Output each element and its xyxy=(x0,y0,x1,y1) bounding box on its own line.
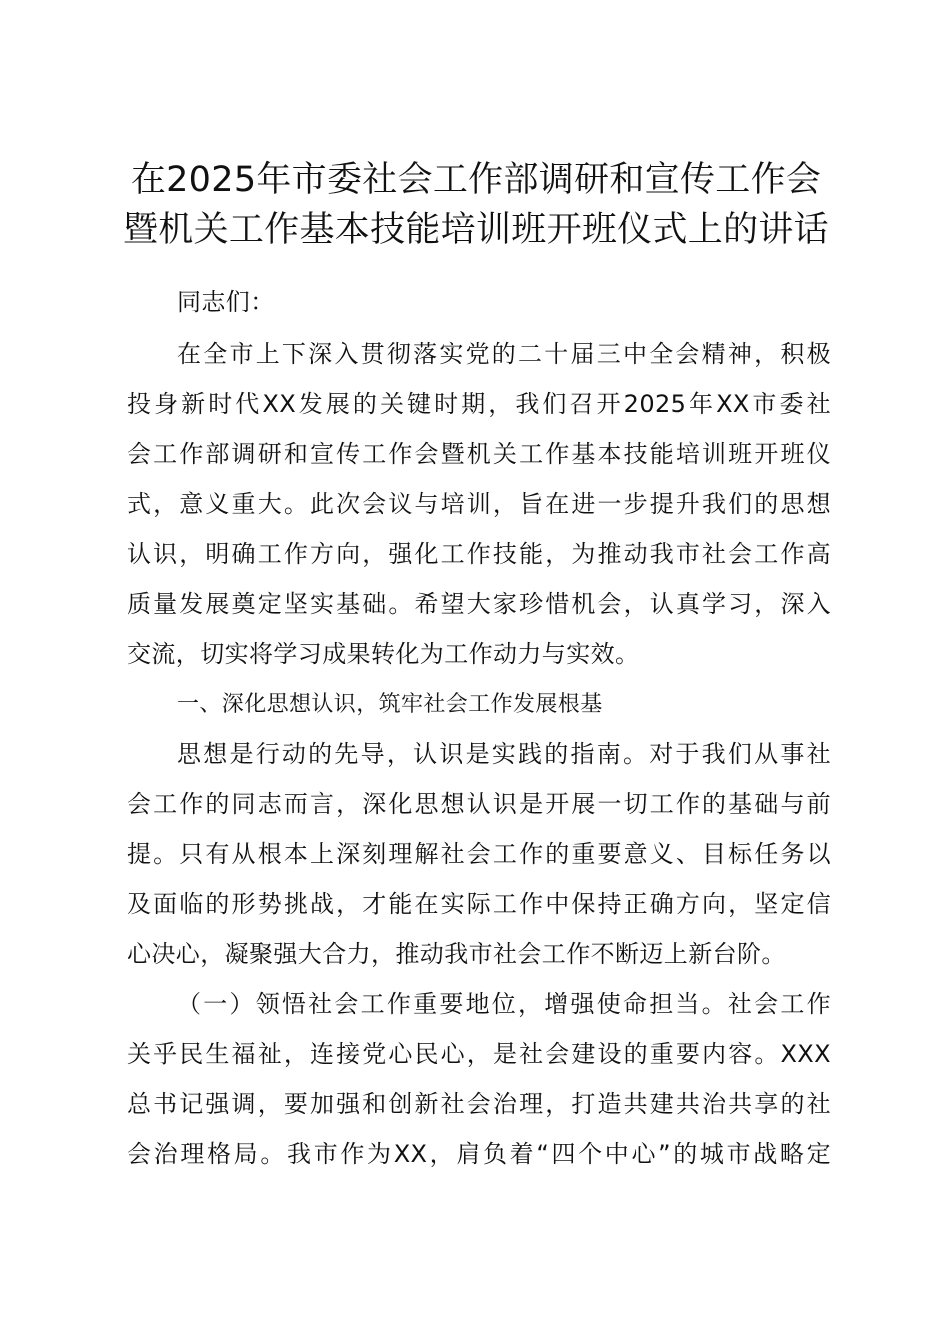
paragraph-line: 交流，切实将学习成果转化为工作动力与实效。 xyxy=(127,640,640,668)
paragraph-line: 认识，明确工作方向，强化工作技能，为推动我市社会工作高 xyxy=(127,540,831,568)
paragraph-line: 及面临的形势挑战，才能在实际工作中保持正确方向，坚定信 xyxy=(127,890,831,918)
paragraph-line: 总书记强调，要加强和创新社会治理，打造共建共治共享的社 xyxy=(127,1090,831,1118)
document-title xyxy=(120,155,832,255)
paragraph-line: 会工作的同志而言，深化思想认识是开展一切工作的基础与前 xyxy=(127,790,831,818)
section-heading: 一、深化思想认识，筑牢社会工作发展根基 xyxy=(177,692,603,717)
paragraph-line: 心决心，凝聚强大合力，推动我市社会工作不断迈上新台阶。 xyxy=(127,940,786,968)
paragraph-line: （一）领悟社会工作重要地位，增强使命担当。社会工作 xyxy=(177,990,831,1018)
paragraph-line: 质量发展奠定坚实基础。希望大家珍惜机会，认真学习，深入 xyxy=(127,590,831,618)
title-line-1: 在2025年市委社会工作部调研和宣传工作会 xyxy=(130,160,822,200)
paragraph-line: 投身新时代XX发展的关键时期，我们召开2025年XX市委社 xyxy=(127,390,831,418)
paragraph-line: 式，意义重大。此次会议与培训，旨在进一步提升我们的思想 xyxy=(127,490,831,518)
paragraph-line: 关乎民生福祉，连接党心民心，是社会建设的重要内容。XXX xyxy=(127,1040,831,1068)
title-line-2: 暨机关工作基本技能培训班开班仪式上的讲话 xyxy=(122,210,829,250)
paragraph-line: 会工作部调研和宣传工作会暨机关工作基本技能培训班开班仪 xyxy=(127,440,831,468)
paragraph-line: 提。只有从根本上深刻理解社会工作的重要意义、目标任务以 xyxy=(127,840,831,868)
paragraph-line: 在全市上下深入贯彻落实党的二十届三中全会精神，积极 xyxy=(177,340,831,368)
salutation: 同志们： xyxy=(177,288,275,316)
paragraph-line: 思想是行动的先导，认识是实践的指南。对于我们从事社 xyxy=(177,740,831,768)
paragraph-line: 会治理格局。我市作为XX，肩负着“四个中心”的城市战略定 xyxy=(127,1140,831,1168)
